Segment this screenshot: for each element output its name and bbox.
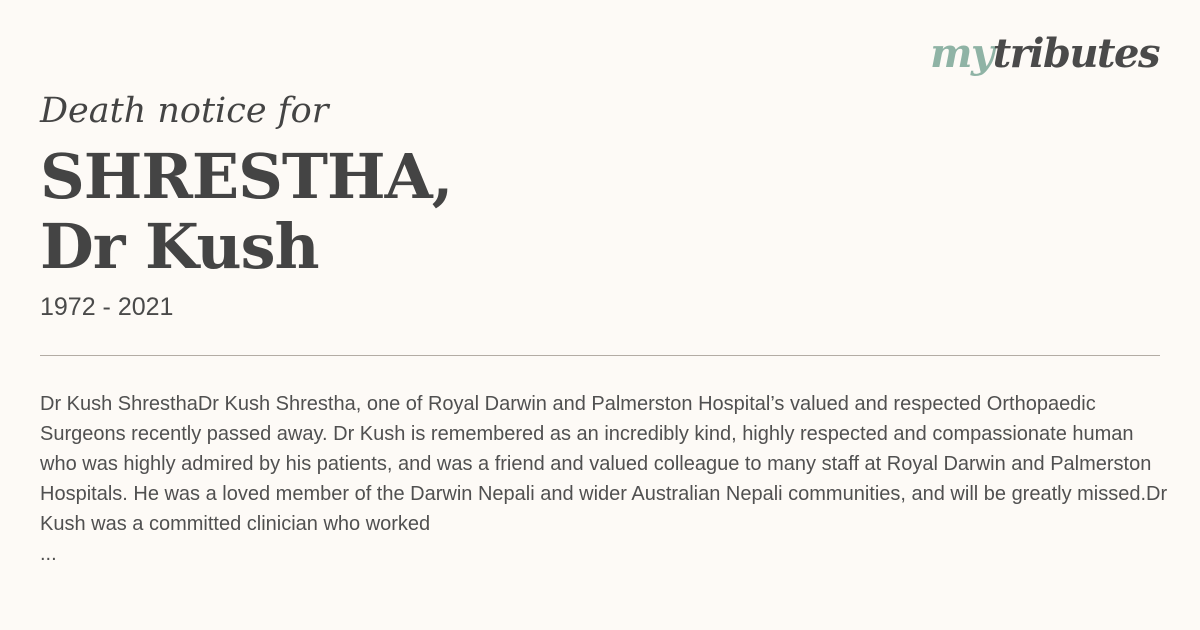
- notice-excerpt: Dr Kush ShresthaDr Kush Shrestha, one of Royal Darwin and Palmerston Hospital’s valued and respected Orthopaedic Surgeons recently passed away. Dr Kush is remembered as an incredibly kind, highly respected and compassionate human who was highly admired by his patients, and was a friend and valued colleague to many staff at Royal Darwin and Palmerston Hospitals. He was a loved member of the Darwin Nepali and wider Australian Nepali communities, and will be greatly missed.Dr Kush was a committed clinician who worked: [40, 393, 1168, 535]
- notice-type-label: Death notice for: [40, 91, 329, 131]
- logo-tributes: tributes: [992, 30, 1159, 77]
- mytributes-logo: [930, 30, 1159, 77]
- logo-my: my: [930, 30, 993, 77]
- life-years: 1972 - 2021: [40, 293, 174, 321]
- deceased-surname: SHRESTHA,: [40, 140, 453, 213]
- excerpt-ellipsis: ...: [40, 543, 57, 565]
- divider: [40, 355, 1160, 356]
- deceased-given-name: Dr Kush: [40, 210, 319, 283]
